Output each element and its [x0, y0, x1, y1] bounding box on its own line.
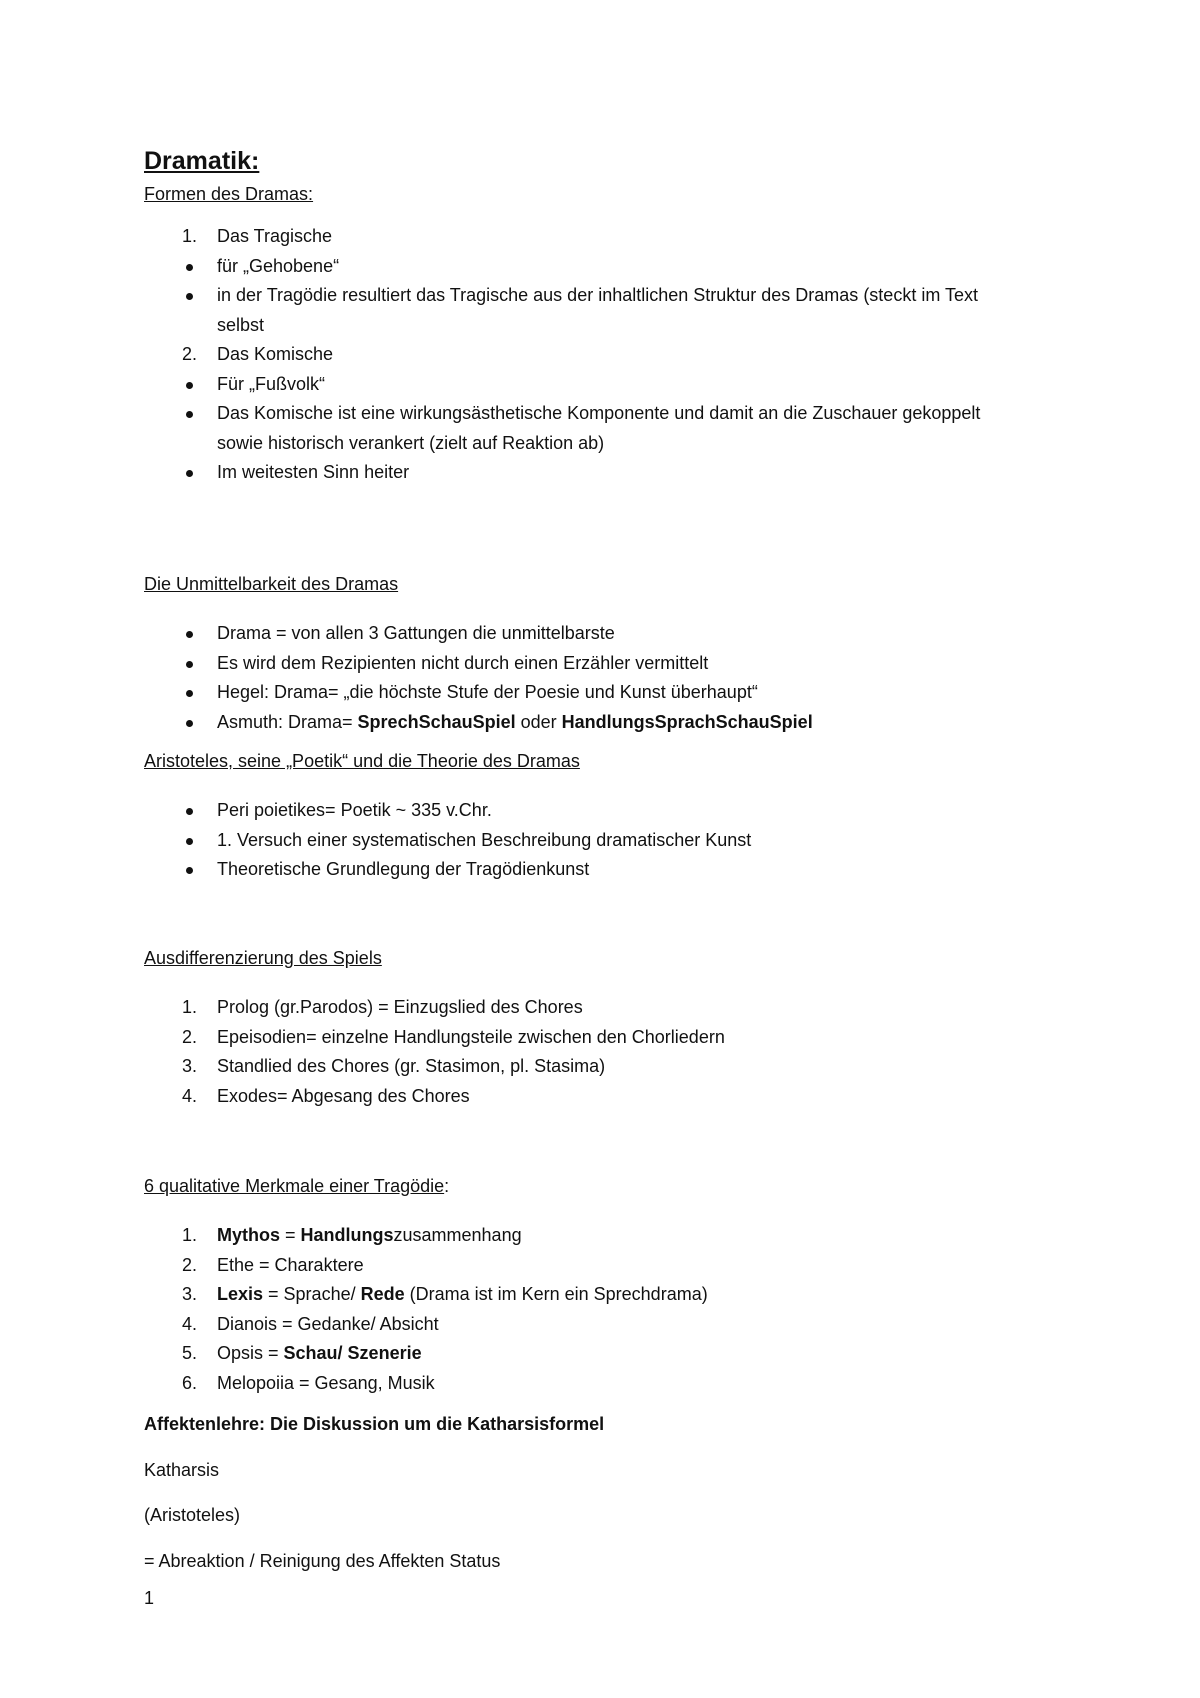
paragraph-abreaktion: = Abreaktion / Reinigung des Affekten Status — [144, 1551, 501, 1571]
list-item — [144, 458, 987, 488]
list-item-text: 1. Versuch einer systematischen Beschreibung dramatischer Kunst — [217, 829, 752, 850]
list-item — [144, 222, 987, 252]
list-item-text: Drama = von allen 3 Gattungen die unmittelbarste — [217, 623, 615, 643]
heading-ausdifferenzierung: Ausdifferenzierung des Spiels — [144, 948, 382, 968]
emphasis-text: SprechSchauSpiel — [357, 711, 516, 732]
list-item — [144, 855, 987, 885]
bullet-icon — [186, 690, 193, 697]
bullet-icon — [186, 411, 193, 418]
list-item-text: Peri poietikes= Poetik ~ 335 v.Chr. — [217, 800, 492, 820]
heading-merkmale-text: 6 qualitative Merkmale einer Tragödie — [144, 1176, 445, 1196]
document-title: Dramatik: — [144, 147, 260, 175]
list-item-text: Theoretische Grundlegung der Tragödienkunst — [217, 859, 590, 879]
bullet-icon — [186, 293, 193, 300]
list-item-text: Das Komische ist eine wirkungsästhetische Komponente und damit an die Zuschauer gekoppelt sowie historisch verankert (zielt auf Reaktion ab) — [217, 403, 981, 453]
list-number: 3. — [182, 1284, 198, 1304]
list-item — [144, 1280, 987, 1310]
list-item — [144, 993, 987, 1023]
bullet-icon — [186, 470, 193, 477]
bullet-icon — [186, 661, 193, 668]
list-item-text: Hegel: Drama= „die höchste Stufe der Poesie und Kunst überhaupt“ — [217, 682, 758, 702]
document-page — [144, 0, 1064, 1698]
list-item-text: Dianois = Gedanke/ Absicht — [217, 1313, 439, 1334]
bullet-icon — [186, 808, 193, 815]
list-item-text: Das Komische — [217, 344, 334, 364]
list-item — [144, 649, 987, 679]
list-item-text: Epeisodien= einzelne Handlungsteile zwischen den Chorliedern — [217, 1026, 725, 1047]
list-item-text: Standlied des Chores (gr. Stasimon, pl. Stasima) — [217, 1056, 606, 1076]
list-unmittelbarkeit — [144, 619, 987, 737]
list-item-text: Prolog (gr.Parodos) = Einzugslied des Chores — [217, 997, 583, 1017]
bullet-icon — [186, 838, 193, 845]
heading-unmittelbarkeit: Die Unmittelbarkeit des Dramas — [144, 574, 399, 594]
bullet-icon — [186, 867, 193, 874]
list-ausdifferenzierung — [144, 993, 987, 1111]
list-aristoteles — [144, 796, 987, 885]
list-item-text: Das Tragische — [217, 226, 333, 246]
list-item — [144, 796, 987, 826]
heading-affektenlehre: Affektenlehre: Die Diskussion um die Katharsisformel — [144, 1414, 605, 1434]
bullet-icon — [186, 382, 193, 389]
list-item — [144, 340, 987, 370]
list-item-text: = Sprache/ — [263, 1284, 361, 1304]
emphasis-text: Lexis — [217, 1284, 264, 1304]
list-item — [144, 1310, 987, 1340]
emphasis-text: HandlungsSprachSchauSpiel — [561, 711, 813, 732]
list-item — [144, 1221, 987, 1251]
bullet-icon — [186, 720, 193, 727]
list-item — [144, 370, 987, 400]
list-item-text: für „Gehobene“ — [217, 255, 340, 276]
bullet-icon — [186, 264, 193, 271]
list-item-text: Melopoiia = Gesang, Musik — [217, 1372, 435, 1393]
list-item — [144, 1369, 987, 1399]
list-number: 4. — [182, 1085, 198, 1106]
list-number: 1. — [182, 226, 198, 246]
list-item — [144, 1251, 987, 1281]
list-number: 2. — [182, 344, 198, 364]
emphasis-text: Handlungs — [300, 1225, 394, 1245]
list-item — [144, 619, 987, 649]
list-item-text: Im weitesten Sinn heiter — [217, 462, 410, 482]
list-item — [144, 826, 987, 856]
list-number: 5. — [182, 1343, 198, 1363]
list-item — [144, 252, 987, 282]
list-item-text: in der Tragödie resultiert das Tragische aus der inhaltlichen Struktur des Dramas (steckt im Text selbst — [217, 285, 979, 335]
bullet-icon — [186, 631, 193, 638]
heading-merkmale-colon: : — [444, 1176, 450, 1196]
emphasis-text: Rede — [360, 1284, 405, 1304]
list-item-text: Opsis = — [217, 1343, 284, 1363]
list-item-text: Asmuth: Drama= — [217, 711, 358, 732]
list-number: 2. — [182, 1026, 198, 1047]
list-item — [144, 399, 987, 458]
list-number: 1. — [182, 1225, 198, 1245]
list-number: 4. — [182, 1313, 198, 1334]
list-formen — [144, 222, 987, 488]
list-number: 6. — [182, 1372, 198, 1393]
list-item-text: Exodes= Abgesang des Chores — [217, 1085, 470, 1106]
list-item — [144, 1023, 987, 1053]
list-item-text: oder — [515, 711, 562, 732]
list-item — [144, 1082, 987, 1112]
list-number: 1. — [182, 997, 198, 1017]
list-item-text: Für „Fußvolk“ — [217, 373, 325, 394]
list-item-text: Ethe = Charaktere — [217, 1254, 364, 1275]
heading-merkmale — [144, 1176, 449, 1197]
paragraph-aristoteles: (Aristoteles) — [144, 1505, 241, 1525]
list-item — [144, 708, 987, 738]
list-item — [144, 281, 987, 340]
heading-aristoteles: Aristoteles, seine „Poetik“ und die Theorie des Dramas — [144, 751, 580, 771]
list-number: 2. — [182, 1254, 198, 1275]
list-item-text: Es wird dem Rezipienten nicht durch einen Erzähler vermittelt — [217, 652, 709, 673]
list-merkmale — [144, 1221, 987, 1398]
list-number: 3. — [182, 1056, 198, 1076]
page-number: 1 — [144, 1588, 155, 1608]
list-item — [144, 678, 987, 708]
emphasis-text: Mythos — [217, 1225, 280, 1245]
list-item-text: zusammenhang — [393, 1225, 522, 1245]
list-item — [144, 1339, 987, 1369]
heading-formen: Formen des Dramas: — [144, 184, 314, 204]
emphasis-text: Schau/ Szenerie — [283, 1343, 422, 1363]
list-item-text: = — [280, 1225, 301, 1245]
list-item-text: (Drama ist im Kern ein Sprechdrama) — [404, 1284, 708, 1304]
list-item — [144, 1052, 987, 1082]
paragraph-katharsis: Katharsis — [144, 1460, 220, 1480]
